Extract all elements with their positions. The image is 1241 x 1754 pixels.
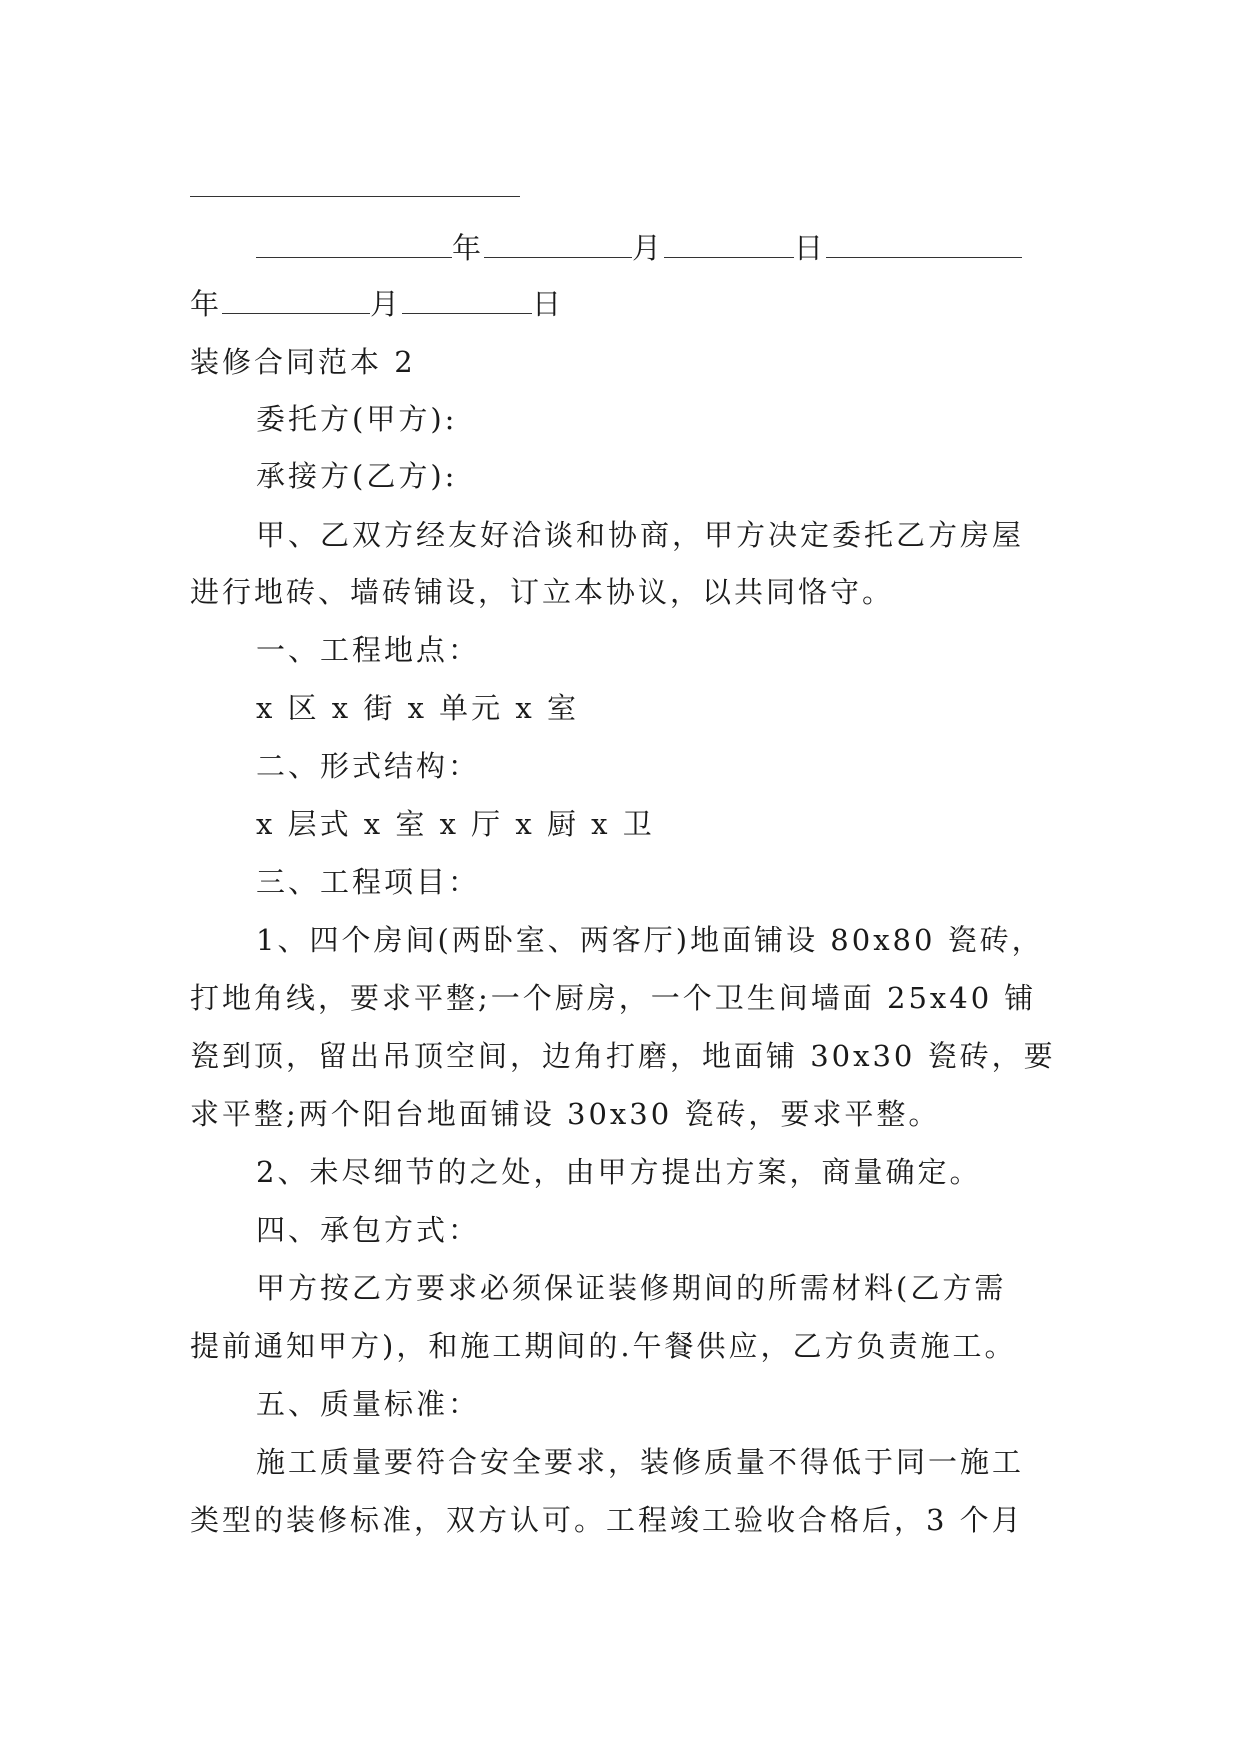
year-blank <box>256 231 452 258</box>
section-heading-quality: 五、质量标准： <box>256 1387 481 1421</box>
section-body-items-line: 2、未尽细节的之处，由甲方提出方案，商量确定。 <box>256 1155 982 1189</box>
month-label: 月 <box>370 287 403 321</box>
day-label: 日 <box>532 287 565 321</box>
month-blank <box>484 231 632 258</box>
intro-paragraph-line: 进行地砖、墙砖铺设，订立本协议，以共同恪守。 <box>190 575 895 609</box>
section-body-items-line: 1、四个房间(两卧室、两客厅)地面铺设 80x80 瓷砖， <box>256 923 1044 957</box>
date-line-2 <box>190 284 564 324</box>
year-label: 年 <box>452 231 485 265</box>
section-body-quality-line: 类型的装修标准，双方认可。工程竣工验收合格后，3 个月 <box>190 1503 1024 1537</box>
month-blank <box>222 287 370 314</box>
section-heading-location: 一、工程地点： <box>256 633 481 667</box>
intro-paragraph-line: 甲、乙双方经友好洽谈和协商，甲方决定委托乙方房屋 <box>256 518 1025 552</box>
section-body-contract-mode-line: 提前通知甲方)，和施工期间的.午餐供应，乙方负责施工。 <box>190 1329 1017 1363</box>
signature-rule <box>190 196 520 197</box>
section-body-structure: x 层式 x 室 x 厅 x 厨 x 卫 <box>256 807 655 841</box>
section-heading-items: 三、工程项目： <box>256 865 481 899</box>
section-body-items-line: 打地角线，要求平整;一个厨房，一个卫生间墙面 25x40 铺 <box>190 981 1037 1015</box>
section-heading-contract-mode: 四、承包方式： <box>256 1213 481 1247</box>
document-title: 装修合同范本 2 <box>190 345 416 379</box>
year-label: 年 <box>190 287 223 321</box>
section-heading-structure: 二、形式结构： <box>256 749 481 783</box>
day-label: 日 <box>794 231 827 265</box>
section-body-quality-line: 施工质量要符合安全要求，装修质量不得低于同一施工 <box>256 1445 1025 1479</box>
section-body-items-line: 瓷到顶，留出吊顶空间，边角打磨，地面铺 30x30 瓷砖，要 <box>190 1039 1056 1073</box>
party-client: 委托方(甲方): <box>256 402 458 436</box>
section-body-location: x 区 x 街 x 单元 x 室 <box>256 691 579 725</box>
section-body-contract-mode-line: 甲方按乙方要求必须保证装修期间的所需材料(乙方需 <box>256 1271 1007 1305</box>
party-contractor: 承接方(乙方): <box>256 459 458 493</box>
day-blank <box>664 231 794 258</box>
trailing-blank <box>826 231 1022 258</box>
section-body-items-line: 求平整;两个阳台地面铺设 30x30 瓷砖，要求平整。 <box>190 1097 941 1131</box>
month-label: 月 <box>632 231 665 265</box>
day-blank <box>402 287 532 314</box>
date-line-1 <box>256 228 1022 268</box>
